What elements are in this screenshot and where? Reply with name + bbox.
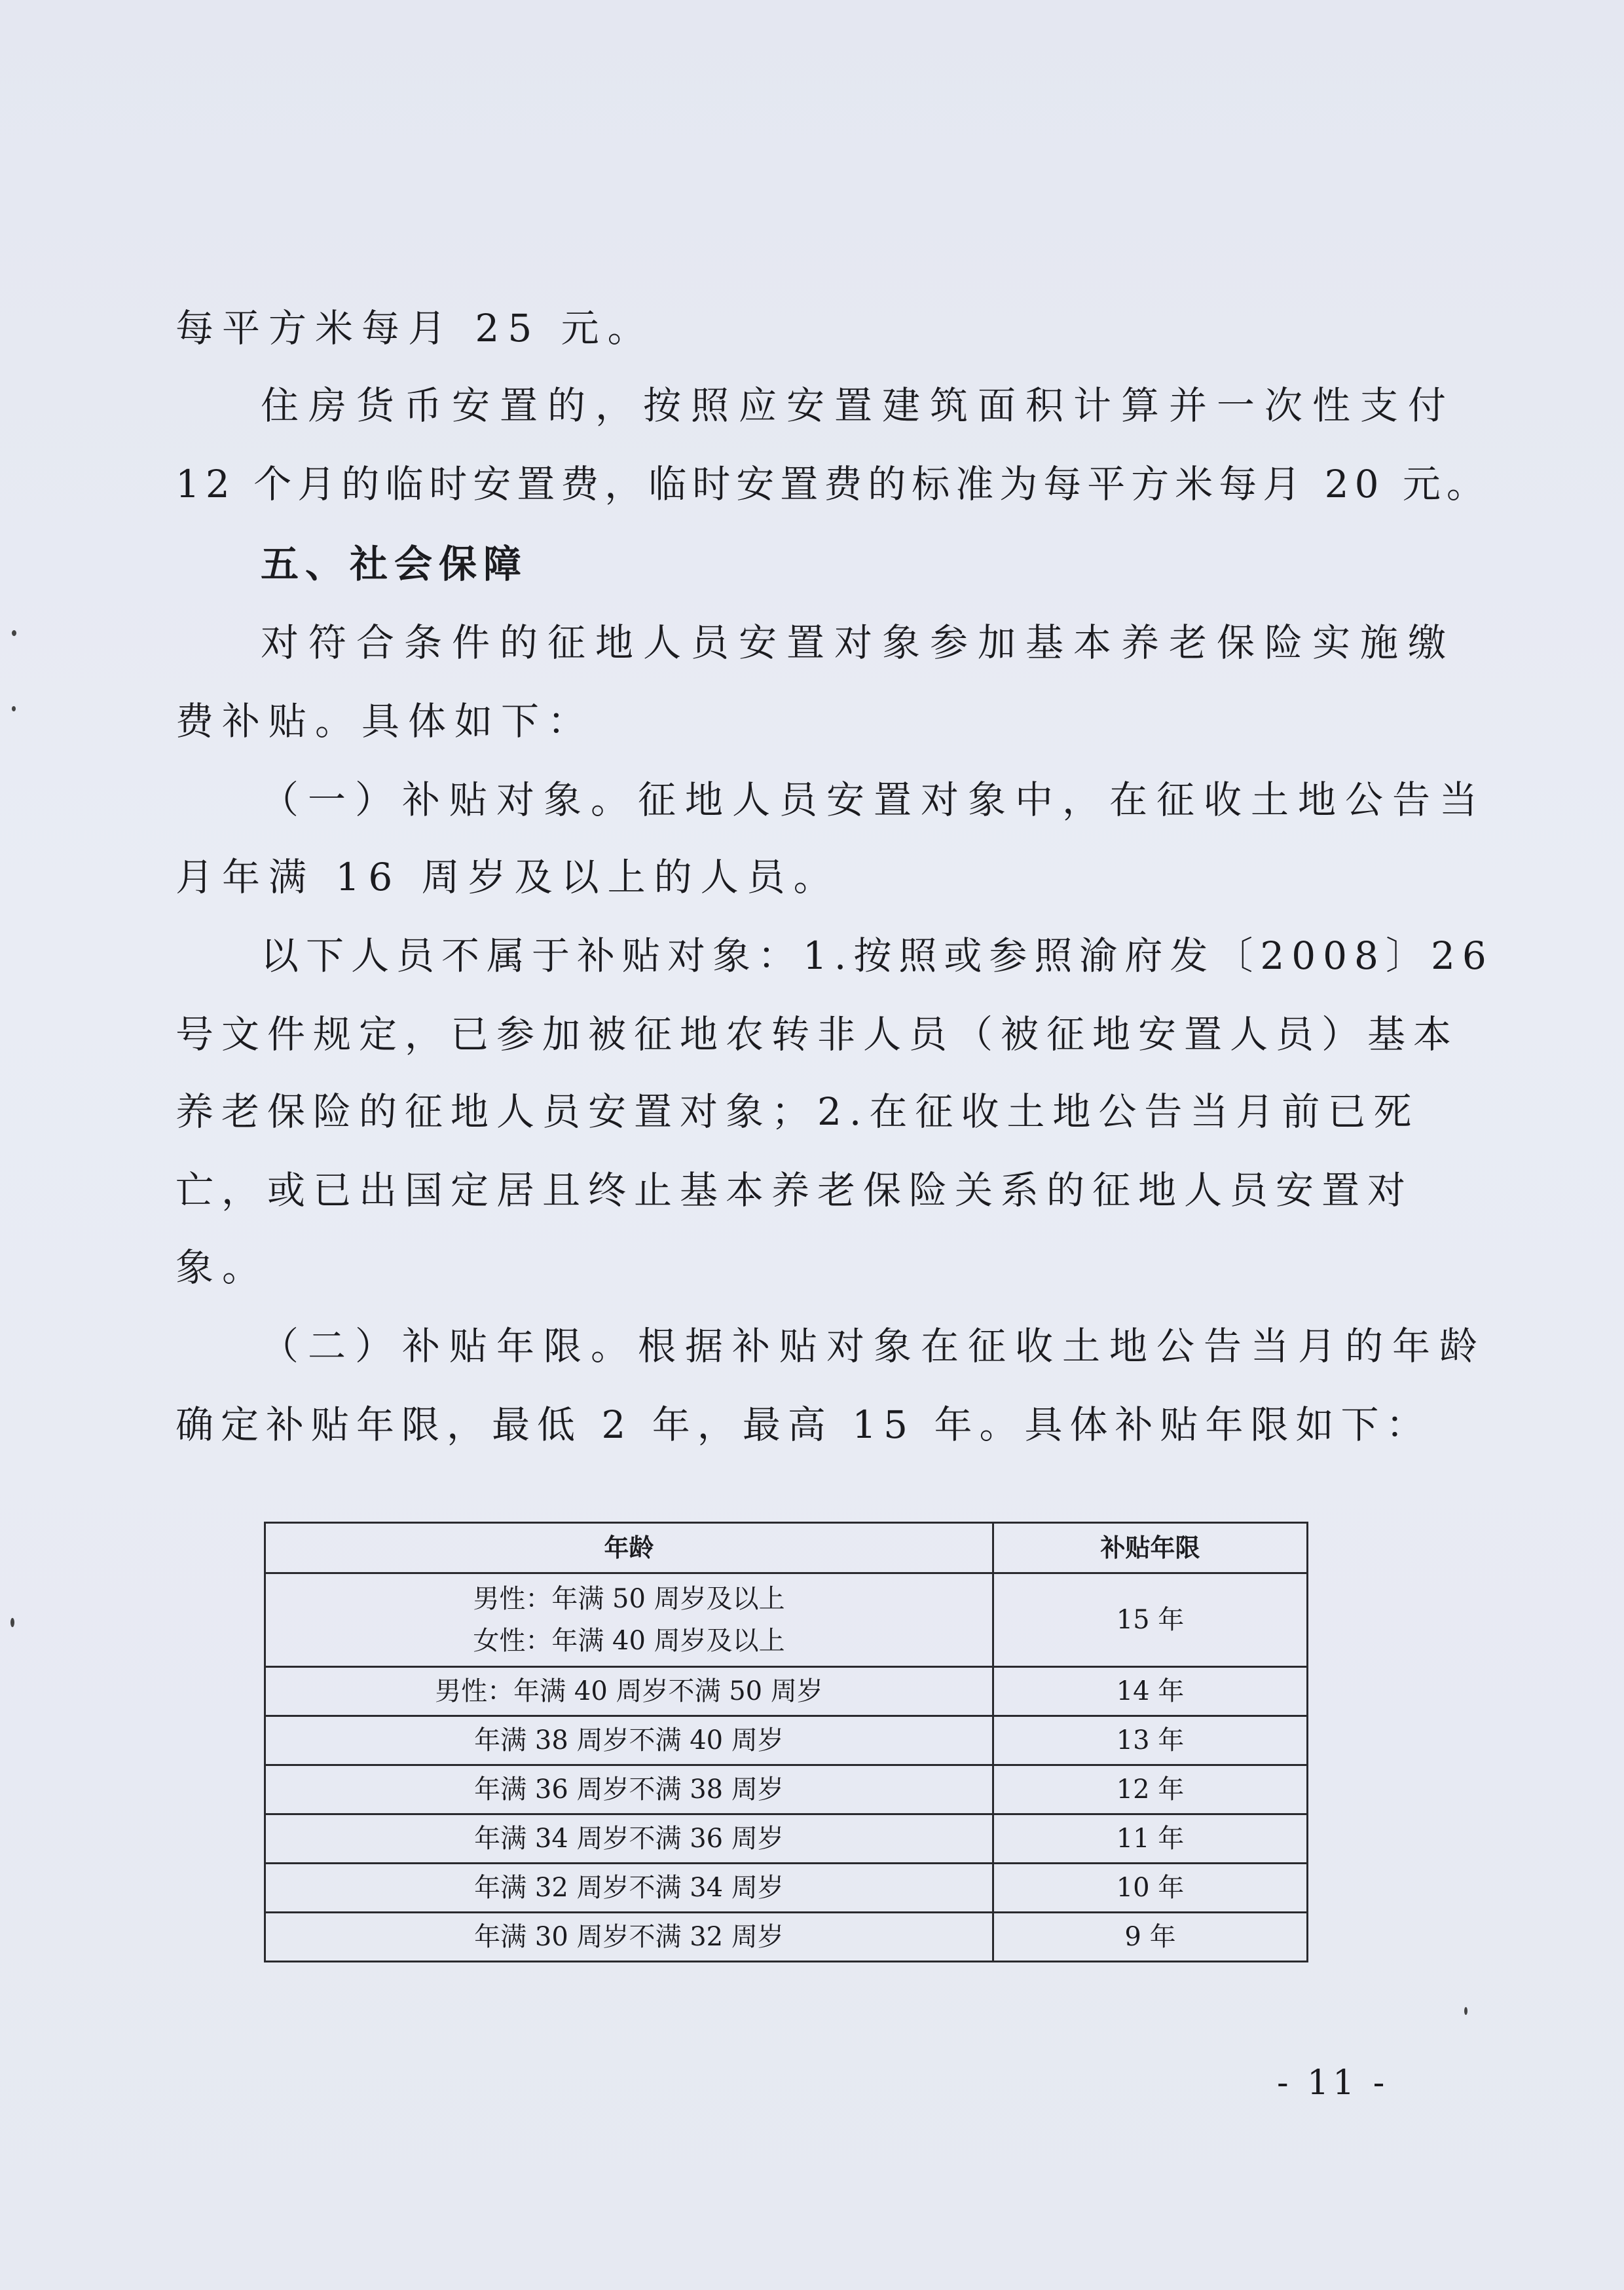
paragraph-line: 号文件规定，已参加被征地农转非人员（被征地安置人员）基本: [175, 1012, 1460, 1057]
age-line: 男性：年满 50 周岁及以上: [473, 1584, 785, 1614]
age-cell: 年满 34 周岁不满 36 周岁: [265, 1814, 993, 1864]
age-cell: 年满 30 周岁不满 32 周岁: [265, 1913, 993, 1962]
paragraph-line: 以下人员不属于补贴对象：1.按照或参照渝府发〔2008〕26: [261, 933, 1494, 978]
table-row: [265, 1814, 1308, 1864]
years-cell: 9 年: [993, 1913, 1308, 1962]
age-line: 女性：年满 40 周岁及以上: [473, 1626, 785, 1656]
paragraph-line: 养老保险的征地人员安置对象；2.在征收土地公告当月前已死: [175, 1089, 1420, 1134]
subsidy-years-table: [264, 1522, 1308, 1962]
years-cell: 10 年: [993, 1864, 1308, 1913]
table-header-years: 补贴年限: [993, 1523, 1308, 1573]
page-number: - 11 -: [1277, 2063, 1389, 2103]
years-cell: 11 年: [993, 1814, 1308, 1864]
age-cell: 年满 32 周岁不满 34 周岁: [265, 1864, 993, 1913]
years-cell: 15 年: [993, 1573, 1308, 1667]
section-heading: 五、社会保障: [261, 542, 528, 586]
age-cell: 男性：年满 40 周岁不满 50 周岁: [265, 1667, 993, 1716]
age-cell: 年满 38 周岁不满 40 周岁: [265, 1716, 993, 1765]
paragraph-line: 亡，或已出国定居且终止基本养老保险关系的征地人员安置对: [175, 1168, 1414, 1212]
table-header-row: [265, 1523, 1308, 1573]
age-cell: 年满 36 周岁不满 38 周岁: [265, 1765, 993, 1814]
scan-speck: [12, 706, 16, 711]
scan-speck: [10, 1618, 14, 1627]
scan-speck: [12, 630, 16, 636]
paragraph-line: 月年满 16 周岁及以上的人员。: [175, 855, 840, 899]
table-header-age: 年龄: [265, 1523, 993, 1573]
paragraph-line: 费补贴。具体如下：: [175, 699, 595, 743]
scan-speck: [1464, 2007, 1467, 2015]
paragraph-line: 象。: [175, 1245, 269, 1290]
subsection-line: （一）补贴对象。征地人员安置对象中，在征收土地公告当: [261, 778, 1487, 822]
paragraph-line: 12 个月的临时安置费，临时安置费的标准为每平方米每月 20 元。: [175, 462, 1490, 506]
table-row: [265, 1716, 1308, 1765]
table-row: [265, 1765, 1308, 1814]
table-row: [265, 1573, 1308, 1667]
paragraph-line: 住房货币安置的，按照应安置建筑面积计算并一次性支付: [261, 383, 1456, 428]
table-row: [265, 1864, 1308, 1913]
paragraph-line: 每平方米每月 25 元。: [175, 306, 654, 350]
table-row: [265, 1667, 1308, 1716]
subsection-line: （二）补贴年限。根据补贴对象在征收土地公告当月的年龄: [261, 1324, 1487, 1368]
years-cell: 14 年: [993, 1667, 1308, 1716]
years-cell: 12 年: [993, 1765, 1308, 1814]
years-cell: 13 年: [993, 1716, 1308, 1765]
table-row: [265, 1913, 1308, 1962]
age-cell: [265, 1573, 993, 1667]
paragraph-line: 确定补贴年限，最低 2 年，最高 15 年。具体补贴年限如下：: [175, 1402, 1431, 1447]
paragraph-line: 对符合条件的征地人员安置对象参加基本养老保险实施缴: [261, 620, 1456, 665]
